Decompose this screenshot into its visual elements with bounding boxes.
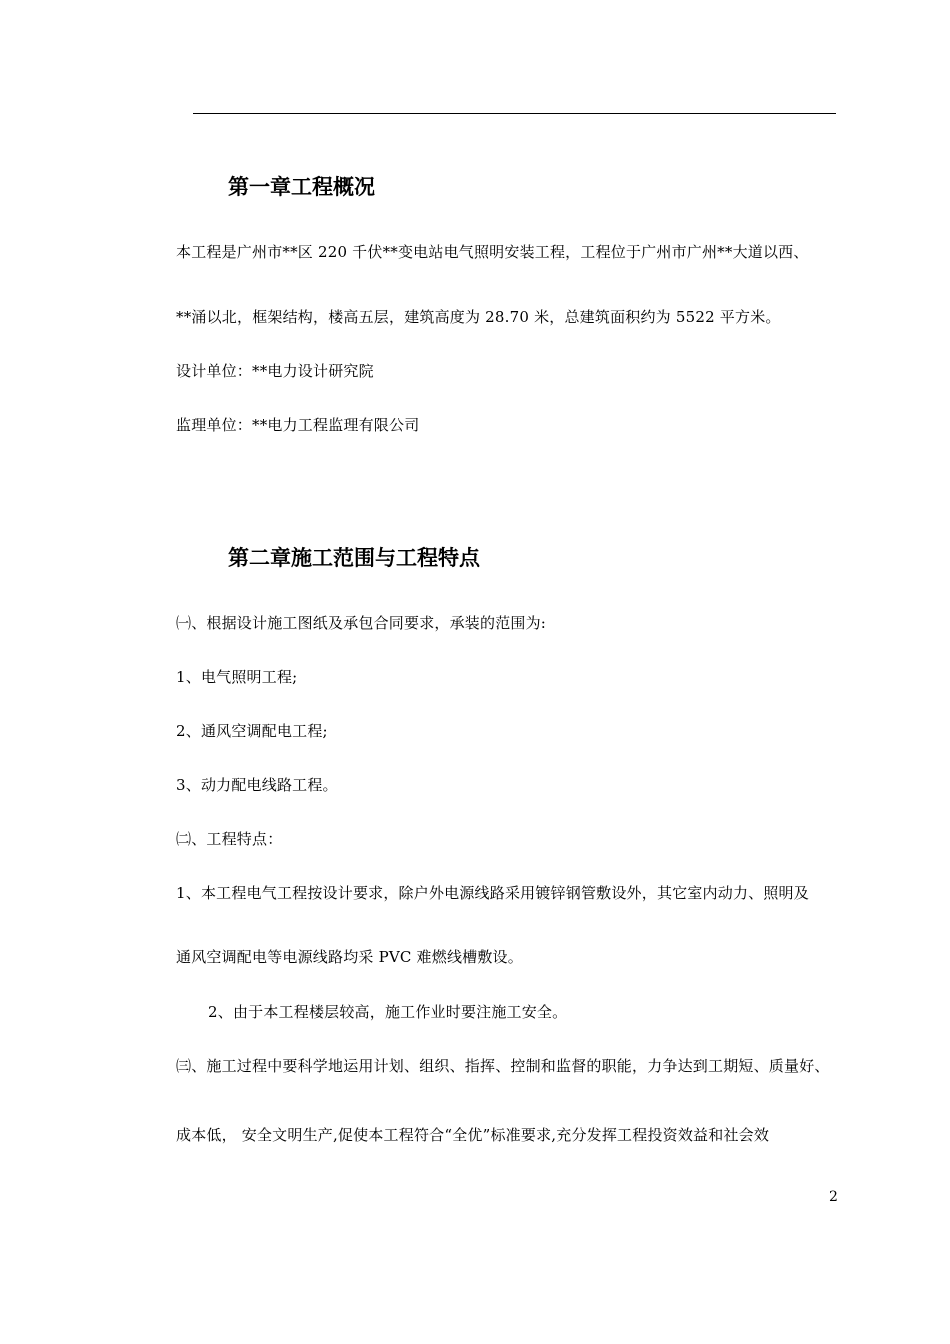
scope-item: 1、电气照明工程; — [176, 668, 298, 686]
page-number: 2 — [829, 1189, 838, 1205]
feature-1-line-1: 1、本工程电气工程按设计要求，除户外电源线路采用镀锌钢管敷设外，其它室内动力、照明及 — [176, 884, 809, 902]
features-title: ㈡、工程特点： — [176, 830, 283, 848]
scope-item: 2、通风空调配电工程; — [176, 722, 328, 740]
overview-line-2: **涌以北，框架结构，楼高五层，建筑高度为 28.70 米，总建筑面积约为 5522 平方米。 — [176, 308, 781, 326]
design-unit: 设计单位：**电力设计研究院 — [176, 362, 374, 380]
overview-line-1: 本工程是广州市**区 220 千伏**变电站电气照明安装工程，工程位于广州市广州**大道以西、 — [176, 243, 809, 261]
process-line-2: 成本低， 安全文明生产,促使本工程符合“全优”标准要求,充分发挥工程投资效益和社会效 — [176, 1126, 770, 1144]
process-line-1: ㈢、施工过程中要科学地运用计划、组织、指挥、控制和监督的职能，力争达到工期短、质量好、 — [176, 1057, 830, 1075]
scope-item: 3、动力配电线路工程。 — [176, 776, 338, 794]
chapter-2-title: 第二章施工范围与工程特点 — [228, 546, 480, 570]
header-rule — [193, 113, 836, 114]
chapter-1-title: 第一章工程概况 — [228, 175, 375, 199]
feature-1-line-2: 通风空调配电等电源线路均采 PVC 难燃线槽敷设。 — [176, 948, 523, 966]
supervision-unit: 监理单位：**电力工程监理有限公司 — [176, 416, 420, 434]
scope-intro: ㈠、根据设计施工图纸及承包合同要求，承装的范围为: — [176, 614, 547, 632]
feature-2: 2、由于本工程楼层较高，施工作业时要注施工安全。 — [208, 1003, 568, 1021]
